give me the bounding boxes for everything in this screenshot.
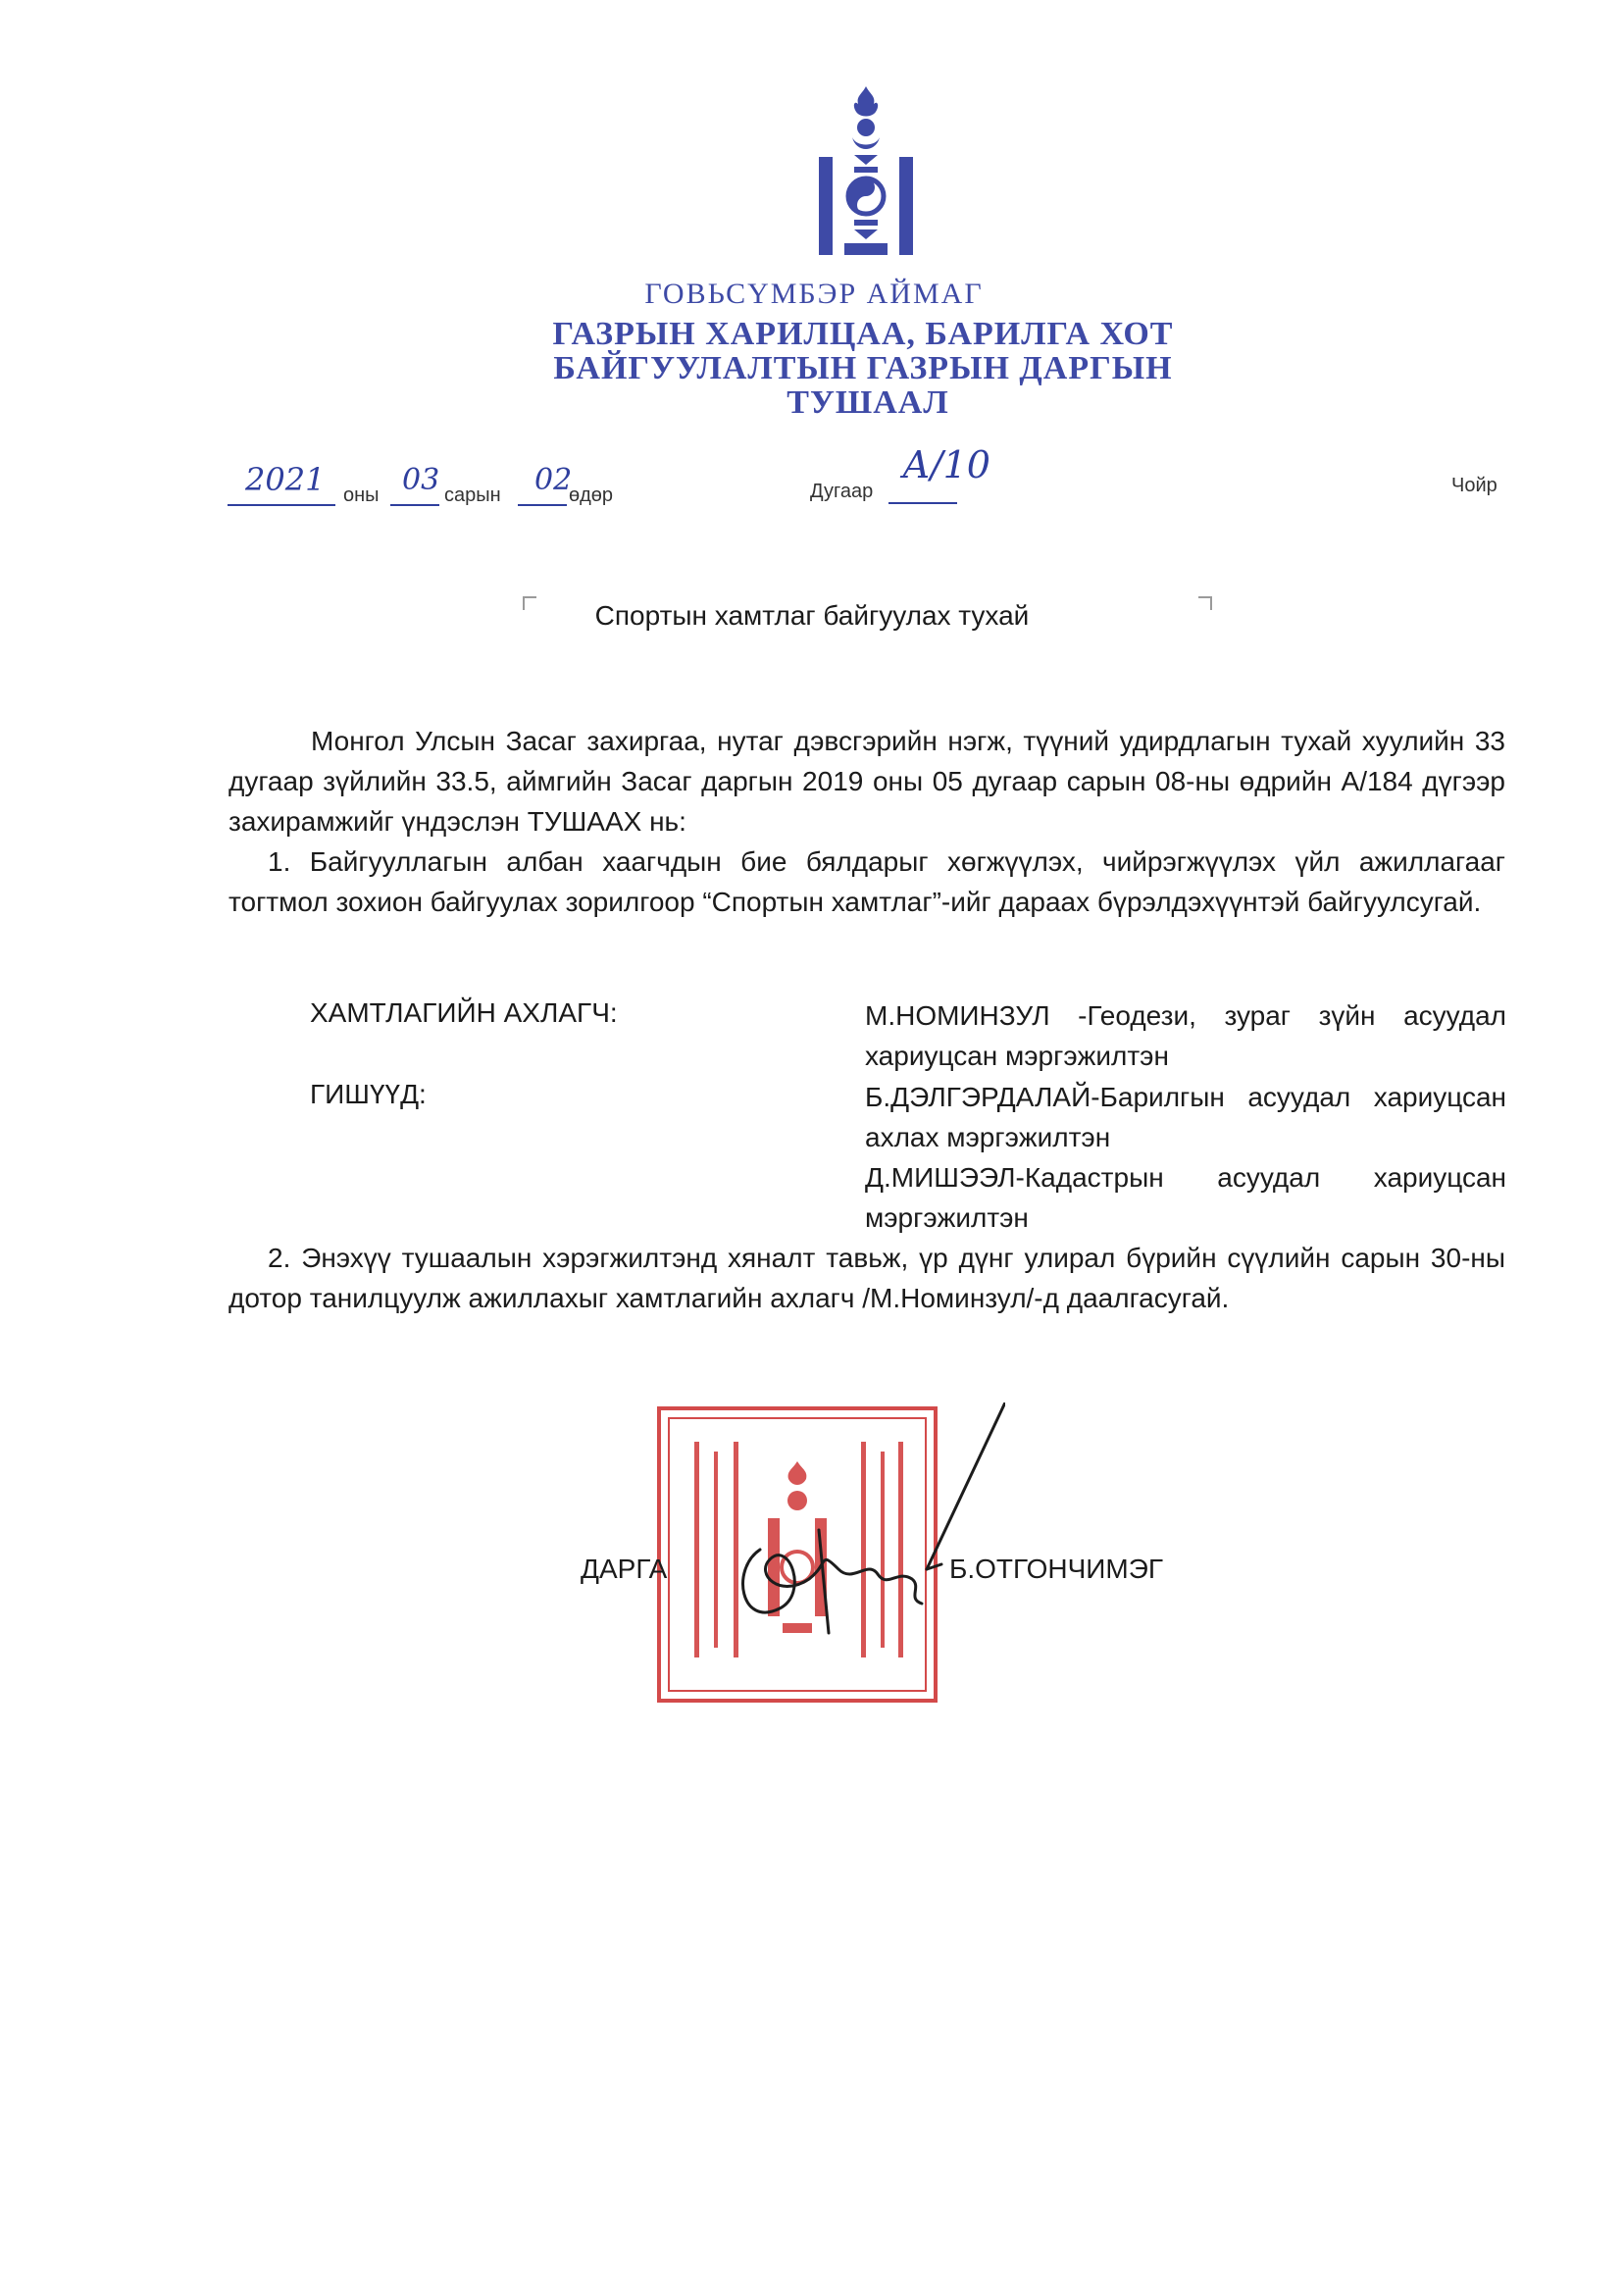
place-name: Чойр: [1451, 475, 1497, 496]
date-day: 02: [534, 463, 573, 497]
date-month: 03: [402, 463, 440, 497]
member-2-entry: Д.МИШЭЭЛ-Кадастрын асуудал хариуцсан мэргэжилтэн: [865, 1162, 1506, 1233]
leader-entry: М.НОМИНЗУЛ -Геодези, зураг зүйн асуудал хариуцсан мэргэжилтэн: [865, 1000, 1506, 1071]
leader-role-label: ХАМТЛАГИЙН АХЛАГЧ:: [310, 997, 618, 1028]
year-suffix: оны: [343, 484, 380, 506]
subject-title: Спортын хамтлаг байгуулах тухай: [594, 600, 1030, 631]
date-year: 2021: [245, 461, 326, 498]
signatory-title: ДАРГА: [581, 1554, 668, 1584]
item-1-paragraph: 1. Байгууллагын албан хаагчдын бие бялдарыг хөгжүүлэх, чийрэгжүүлэх үйл ажиллагааг тогтмол зохион байгуулах зорилгоор “Спортын хамтлаг”-ийг дараах бүрэлдэхүүнтэй байгуулсугай.: [228, 846, 1505, 917]
signatory-name: Б.ОТГОНЧИМЭГ: [949, 1554, 1164, 1584]
member-1-entry: Б.ДЭЛГЭРДАЛАЙ-Барилгын асуудал хариуцсан ахлах мэргэжилтэн: [865, 1082, 1506, 1152]
aimag-title: ГОВЬСҮМБЭР АЙМАГ: [644, 278, 984, 310]
month-suffix: сарын: [444, 484, 501, 506]
department-line-1: ГАЗРЫН ХАРИЛЦАА, БАРИЛГА ХОТ: [552, 316, 1174, 352]
department-line-2: БАЙГУУЛАЛТЫН ГАЗРЫН ДАРГЫН: [553, 350, 1173, 386]
document-type: ТУШААЛ: [787, 384, 949, 421]
handwritten-signature: [721, 1402, 1005, 1667]
number-label: Дугаар: [810, 481, 874, 502]
document-number: А/10: [902, 443, 990, 486]
intro-paragraph: Монгол Улсын Засаг захиргаа, нутаг дэвсгэрийн нэгж, түүний удирдлагын тухай хуулийн 33 дугаар зүйлийн 33.5, аймгийн Засаг даргын 2019 оны 05 дугаар сарын 08-ны өдрийн А/184 дүгээр захирамжийг үндэслэн ТУШААХ нь:: [228, 726, 1505, 837]
item-2-paragraph: 2. Энэхүү тушаалын хэрэгжилтэнд хяналт тавьж, үр дүнг улирал бүрийн сүүлийн сарын 30-ны дотор танилцуулж ажиллахыг хамтлагийн ахлагч /М.Номинзул/-д даалгасугай.: [228, 1243, 1505, 1313]
soyombo-emblem-icon: [819, 86, 913, 255]
day-suffix: өдөр: [569, 484, 614, 506]
members-role-label: ГИШҮҮД:: [310, 1079, 427, 1109]
